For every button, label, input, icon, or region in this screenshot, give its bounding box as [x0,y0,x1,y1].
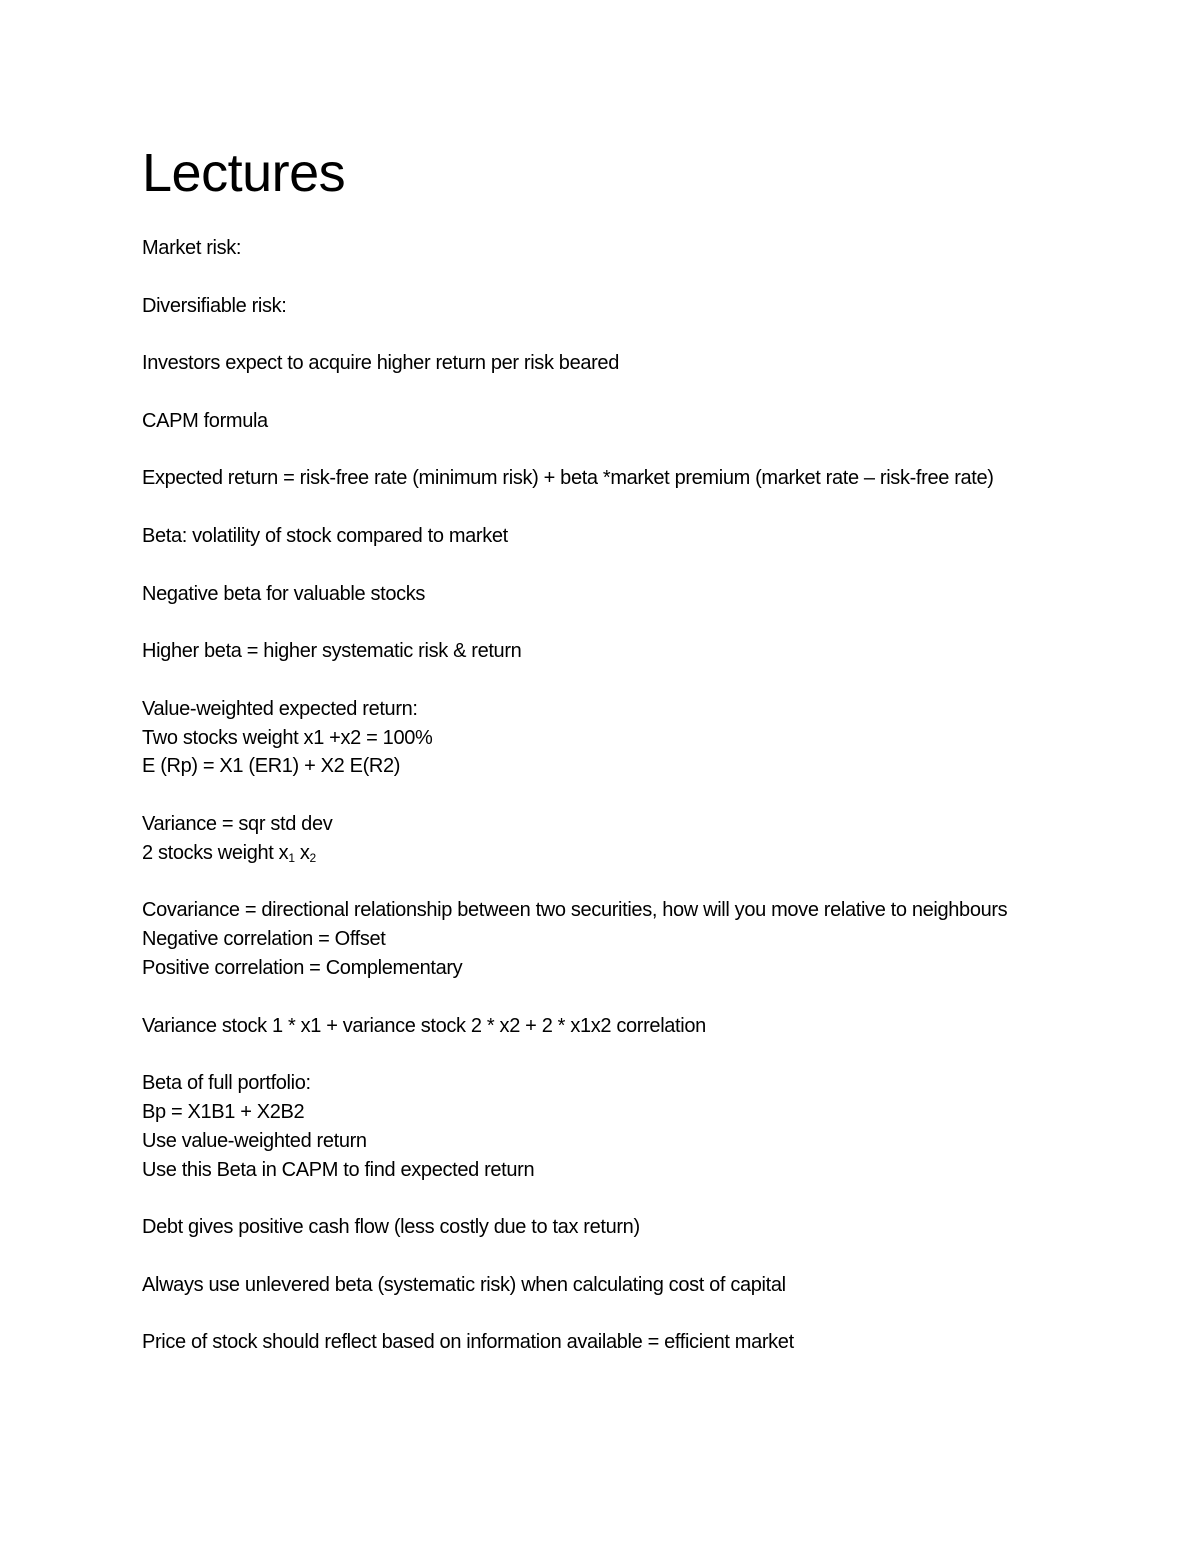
text-line: Use this Beta in CAPM to find expected return [142,1158,535,1181]
text-line: Use value-weighted return [142,1129,367,1152]
paragraph [142,580,1072,609]
text-line: Expected return = risk-free rate (minimum risk) + beta *market premium (market rate – risk-free rate) [142,467,994,490]
text-line: Beta: volatility of stock compared to market [142,524,508,547]
paragraph [142,810,1072,868]
subscript: 2 [309,850,316,865]
text-line: Beta of full portfolio: [142,1072,311,1095]
paragraph [142,1328,1072,1357]
text-fragment: 2 stocks weight x [142,841,289,864]
subscript: 1 [288,850,295,865]
paragraph [142,1069,1072,1184]
text-line: Variance = sqr std dev [142,812,333,835]
text-line: Covariance = directional relationship between two securities, how will you move relative to neighbours [142,899,1008,922]
document-body [142,234,1072,1386]
text-line: Value-weighted expected return: [142,697,418,720]
paragraph [142,464,1072,493]
text-line: Two stocks weight x1 +x2 = 100% [142,726,433,749]
text-line: Investors expect to acquire higher return per risk beared [142,352,619,375]
text-line: Bp = X1B1 + X2B2 [142,1100,305,1123]
text-line: Higher beta = higher systematic risk & return [142,640,522,663]
text-line: Negative beta for valuable stocks [142,582,426,605]
text-line: E (Rp) = X1 (ER1) + X2 E(R2) [142,755,401,778]
text-line [142,839,1072,868]
page-title: Lectures [142,143,346,203]
text-line: Diversifiable risk: [142,294,287,317]
text-line: Positive correlation = Complementary [142,956,463,979]
paragraph [142,1271,1072,1300]
paragraph [142,349,1072,378]
text-line: Debt gives positive cash flow (less costly due to tax return) [142,1216,640,1239]
paragraph [142,522,1072,551]
text-line: Price of stock should reflect based on information available = efficient market [142,1331,794,1354]
paragraph [142,407,1072,436]
paragraph [142,292,1072,321]
text-line: Market risk: [142,237,242,259]
paragraph [142,637,1072,666]
paragraph [142,695,1072,781]
text-line: Always use unlevered beta (systematic risk) when calculating cost of capital [142,1273,786,1296]
paragraph [142,1213,1072,1242]
text-line: CAPM formula [142,409,268,432]
paragraph [142,234,1072,263]
paragraph [142,896,1072,982]
paragraph [142,1012,1072,1041]
text-line: Variance stock 1 * x1 + variance stock 2 * x2 + 2 * x1x2 correlation [142,1014,706,1037]
text-fragment: x [294,841,310,864]
text-line: Negative correlation = Offset [142,928,386,951]
